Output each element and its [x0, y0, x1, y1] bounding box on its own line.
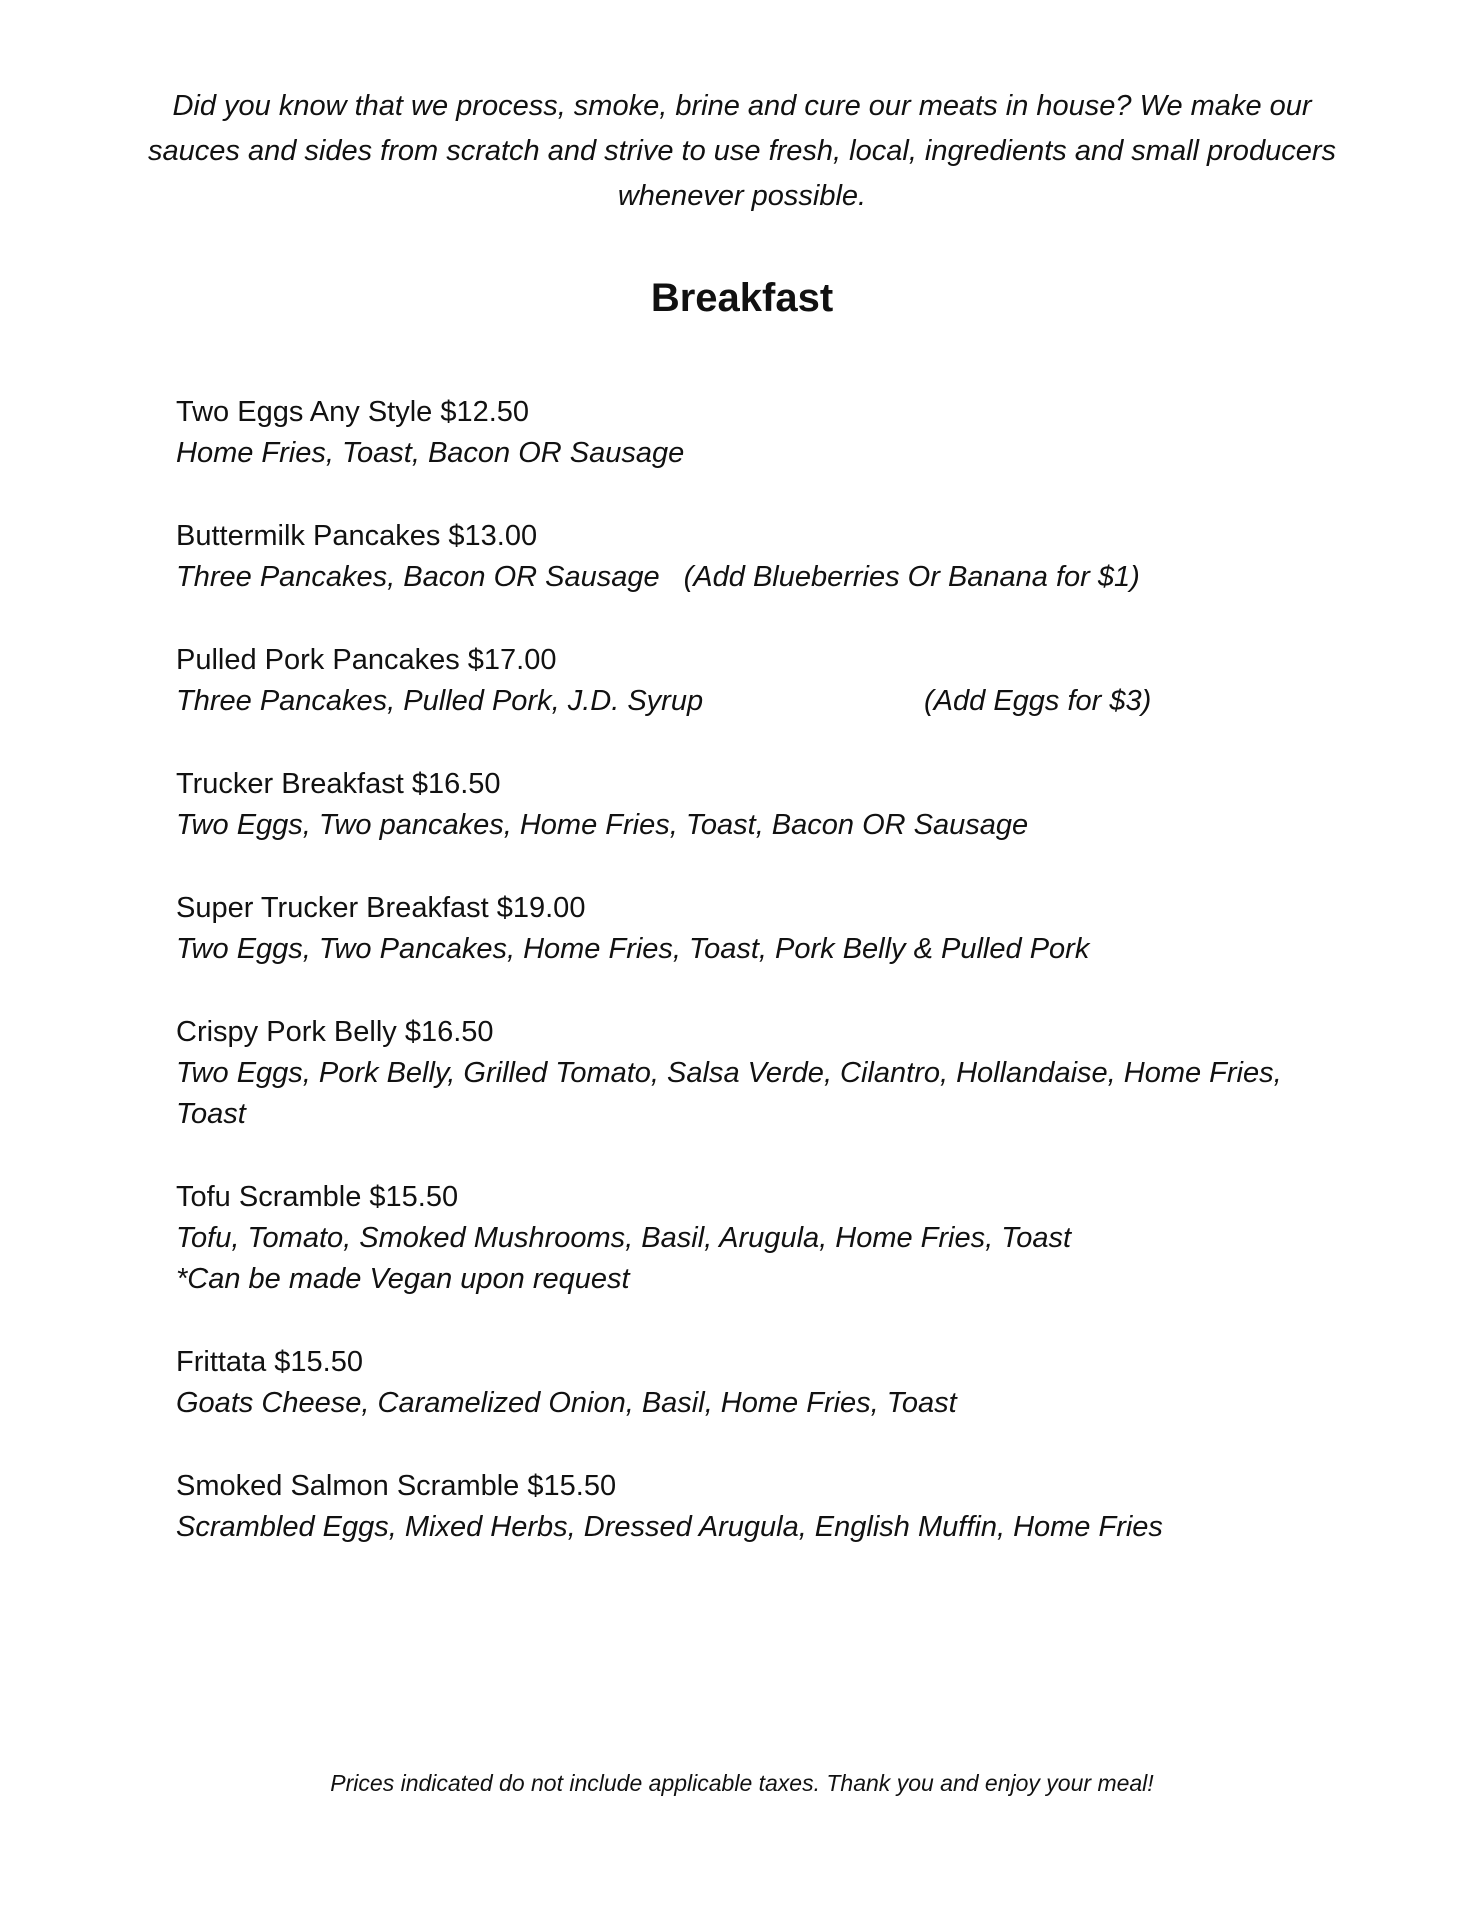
- item-description: Three Pancakes, Pulled Pork, J.D. Syrup: [176, 685, 704, 717]
- item-name: Super Trucker Breakfast $19.00: [176, 892, 586, 924]
- item-description: Two Eggs, Pork Belly, Grilled Tomato, Salsa Verde, Cilantro, Hollandaise, Home Fries, Toast: [176, 1057, 1282, 1130]
- menu-list: [176, 392, 1326, 1590]
- item-description: Scrambled Eggs, Mixed Herbs, Dressed Arugula, English Muffin, Home Fries: [176, 1511, 1163, 1543]
- item-name: Pulled Pork Pancakes $17.00: [176, 644, 557, 676]
- item-description: Two Eggs, Two pancakes, Home Fries, Toast, Bacon OR Sausage: [176, 809, 1029, 841]
- menu-item-buttermilk-pancakes: [176, 516, 1326, 598]
- item-description: Goats Cheese, Caramelized Onion, Basil, Home Fries, Toast: [176, 1387, 957, 1419]
- item-addon: (Add Eggs for $3): [924, 685, 1152, 717]
- menu-item-tofu-scramble: [176, 1177, 1326, 1300]
- menu-item-two-eggs: [176, 392, 1326, 474]
- item-name: Buttermilk Pancakes $13.00: [176, 520, 538, 552]
- item-note: *Can be made Vegan upon request: [176, 1263, 630, 1295]
- menu-item-frittata: [176, 1342, 1326, 1424]
- page-title: Breakfast: [650, 276, 834, 320]
- menu-item-pulled-pork-pancakes: [176, 640, 1326, 722]
- item-name: Crispy Pork Belly $16.50: [176, 1016, 494, 1048]
- footer-note: Prices indicated do not include applicable taxes. Thank you and enjoy your meal!: [330, 1770, 1154, 1796]
- item-description-row: [176, 557, 1326, 598]
- item-name: Smoked Salmon Scramble $15.50: [176, 1470, 617, 1502]
- intro-text: Did you know that we process, smoke, brine and cure our meats in house? We make our sauces and sides from scratch and strive to use fresh, local, ingredients and small producers whenever possible.: [148, 90, 1336, 212]
- item-name: Two Eggs Any Style $12.50: [176, 396, 530, 428]
- menu-item-smoked-salmon-scramble: [176, 1466, 1326, 1548]
- item-name: Trucker Breakfast $16.50: [176, 768, 501, 800]
- item-description-row: [176, 681, 1326, 722]
- item-description: Home Fries, Toast, Bacon OR Sausage: [176, 437, 685, 469]
- item-description: Two Eggs, Two Pancakes, Home Fries, Toast, Pork Belly & Pulled Pork: [176, 933, 1090, 965]
- item-addon: (Add Blueberries Or Banana for $1): [683, 561, 1140, 593]
- item-description: Tofu, Tomato, Smoked Mushrooms, Basil, Arugula, Home Fries, Toast: [176, 1222, 1072, 1254]
- item-name: Frittata $15.50: [176, 1346, 363, 1378]
- menu-item-crispy-pork-belly: [176, 1012, 1326, 1135]
- item-name: Tofu Scramble $15.50: [176, 1181, 459, 1213]
- menu-item-trucker-breakfast: [176, 764, 1326, 846]
- item-description: Three Pancakes, Bacon OR Sausage: [176, 561, 660, 593]
- menu-item-super-trucker-breakfast: [176, 888, 1326, 970]
